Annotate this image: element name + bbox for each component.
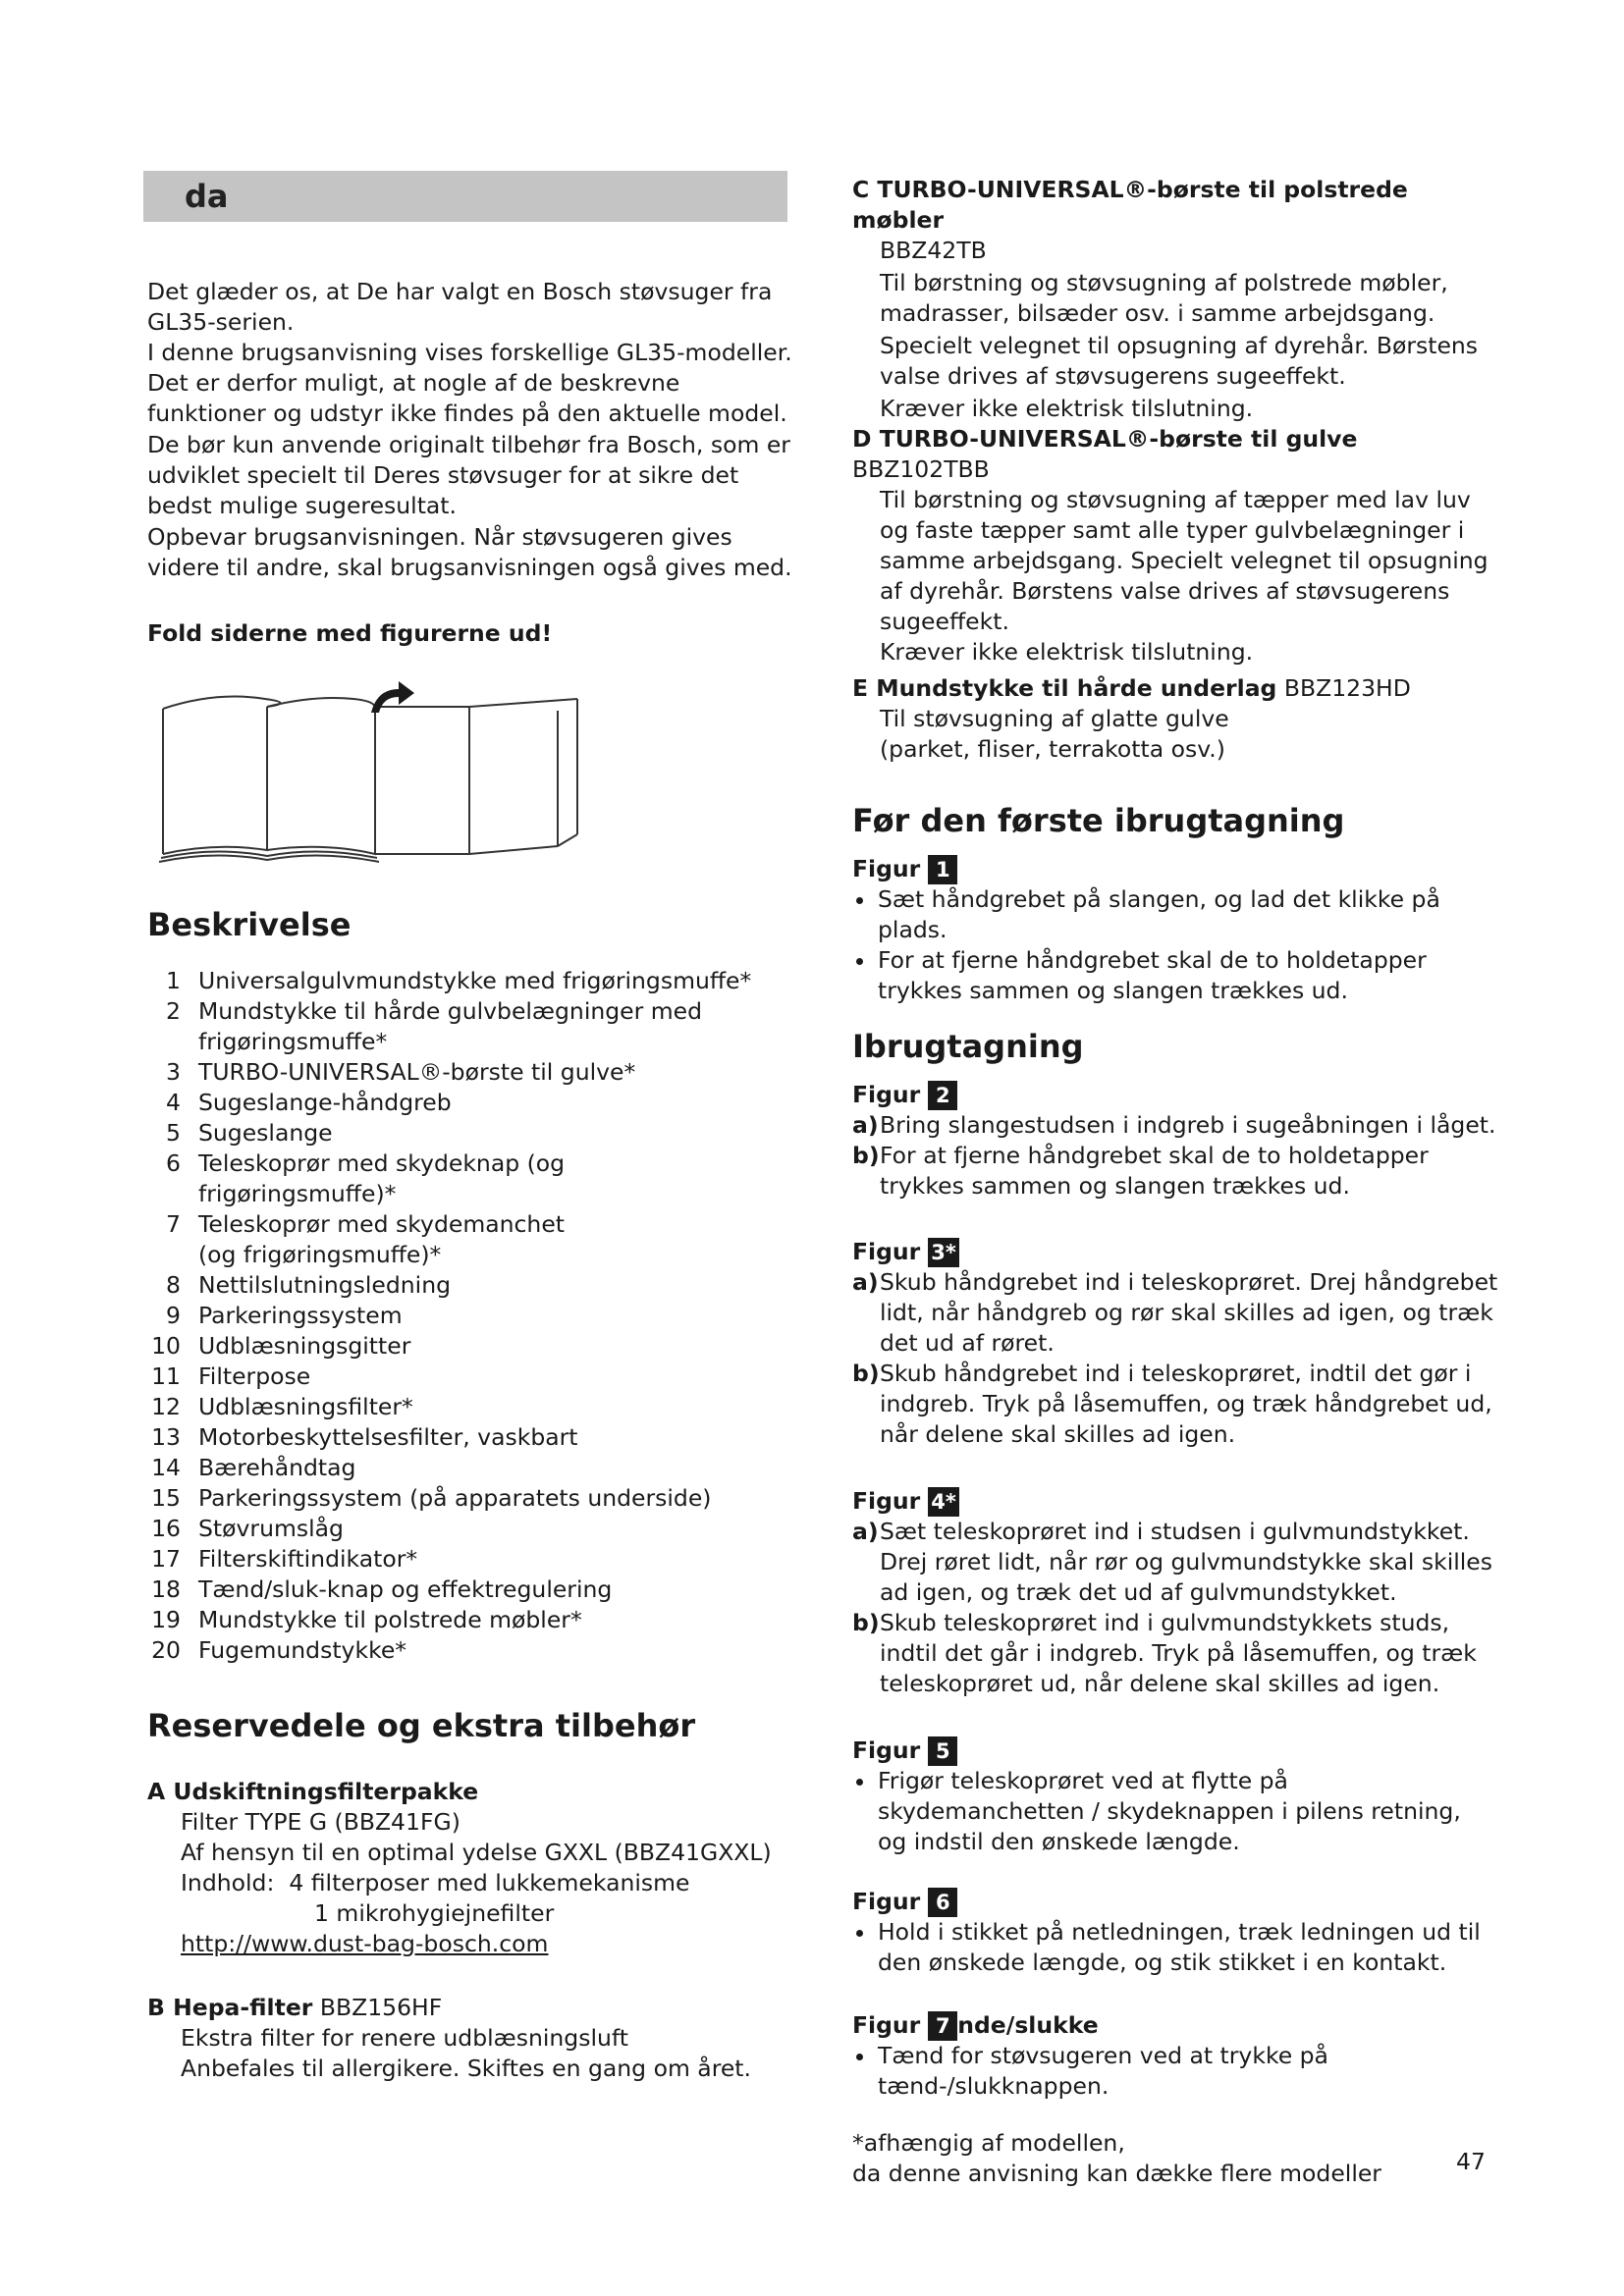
accessory-e-line: (parket, fliser, terrakotta osv.) — [880, 735, 1225, 763]
section-title-beskrivelse: Beskrivelse — [147, 906, 352, 943]
figure-label: Figur 6 — [852, 1887, 1500, 1917]
accessory-e — [852, 673, 1500, 765]
accessory-a-line: Af hensyn til en optimal ydelse GXXL (BBZ41GXXL) — [181, 1839, 772, 1866]
accessory-a-line: Filter TYPE G (BBZ41FG) — [181, 1808, 460, 1836]
list-item: 14 Bærehåndtag — [151, 1454, 356, 1481]
accessory-d-line: Til børstning og støvsugning af tæpper med lav luv og faste tæpper samt alle typer gulvbelægninger i samme arbejdsgang. Specielt velegnet til opsugning af dyrehår. Børstens valse drives af støvsugerens sugeeffekt. — [880, 486, 1489, 635]
list-item: 13 Motorbeskyttelsesfilter, vaskbart — [151, 1423, 578, 1451]
accessory-b-title: B Hepa-filter — [147, 1994, 313, 2021]
figure-number-badge: 4* — [928, 1487, 959, 1517]
language-code: da — [185, 178, 229, 215]
step-a: a) Bring slangestudsen i indgreb i sugeåbningen i låget. — [852, 1111, 1496, 1139]
accessory-d — [852, 424, 1500, 667]
figure-label: Figur 2 — [852, 1080, 1500, 1110]
figure-label: Figur 7 nde/slukke — [852, 2011, 1099, 2039]
list-item: 16 Støvrumslåg — [151, 1515, 344, 1542]
step-b: b) Skub teleskoprøret ind i gulvmundstykkets studs, indtil det går i indgreb. Tryk på låsemuffen, og træk teleskoprøret ud, når delene skal skilles ad igen. — [852, 1609, 1477, 1697]
step-b: b) For at fjerne håndgrebet skal de to holdetapper trykkes sammen og slangen trækkes ud. — [852, 1142, 1429, 1200]
list-item: 6 Teleskoprør med skydeknap (og frigøringsmuffe)* — [166, 1149, 566, 1207]
list-item: 3 TURBO-UNIVERSAL®-børste til gulve* — [166, 1058, 636, 1086]
accessory-b-line: Ekstra filter for renere udblæsningsluft — [181, 2024, 628, 2052]
footnote — [852, 2128, 1461, 2189]
intro-paragraph-4: Opbevar brugsanvisningen. Når støvsugeren gives videre til andre, skal brugsanvisningen også gives med. — [147, 523, 792, 581]
accessory-b-code: BBZ156HF — [319, 1994, 443, 2021]
section-title-ibrugtagning: Ibrugtagning — [852, 1028, 1084, 1065]
list-item: 15 Parkeringssystem (på apparatets underside) — [151, 1484, 712, 1512]
accessory-e-code: BBZ123HD — [1283, 674, 1411, 702]
figure-number-badge: 7 — [928, 2011, 957, 2041]
list-item: Frigør teleskoprøret ved at flytte på skydemanchetten / skydeknappen i pilens retning, og indstil den ønskede længde. — [852, 1766, 1467, 1857]
list-item: 2 Mundstykke til hårde gulvbelægninger med frigøringsmuffe* — [166, 997, 703, 1055]
accessory-d-line: Kræver ikke elektrisk tilslutning. — [880, 638, 1254, 666]
figure-7-block — [852, 2010, 1500, 2102]
figure-3-block — [852, 1237, 1500, 1450]
description-list — [147, 966, 776, 1666]
figure-1-bullets — [852, 884, 1500, 1006]
accessory-c-line: Kræver ikke elektrisk tilslutning. — [880, 395, 1254, 422]
accessory-c-line: Specielt velegnet til opsugning af dyrehår. Børstens valse drives af støvsugerens sugeeffekt. — [880, 332, 1479, 390]
figure-6-bullets — [852, 1917, 1500, 1978]
step-a: a) Sæt teleskoprøret ind i studsen i gulvmundstykket. Drej røret lidt, når rør og gulvmundstykke skal skilles ad igen, og træk det ud af gulvmundstykket. — [852, 1518, 1493, 1606]
figure-number-badge: 3* — [928, 1238, 959, 1267]
list-item: Hold i stikket på netledningen, træk ledningen ud til den ønskede længde, og stik stikket i en kontakt. — [852, 1917, 1500, 1978]
figure-number-badge: 1 — [928, 855, 957, 884]
figure-label: Figur 1 — [852, 854, 1500, 884]
curved-arrow-icon — [371, 681, 414, 713]
accessory-a-line: Indhold: 4 filterposer med lukkemekanisme — [181, 1869, 690, 1896]
figure-4-block — [852, 1486, 1500, 1699]
figure-5-bullets — [852, 1766, 1500, 1857]
section-title-reservedele: Reservedele og ekstra tilbehør — [147, 1707, 696, 1744]
intro-paragraph-1: Det glæder os, at De har valgt en Bosch støvsuger fra GL35-serien. — [147, 278, 773, 336]
accessory-a-line: 1 mikrohygiejnefilter — [314, 1899, 555, 1927]
list-item: 12 Udblæsningsfilter* — [151, 1393, 413, 1420]
figure-7-bullets — [852, 2041, 1500, 2102]
step-a: a) Skub håndgrebet ind i teleskoprøret. Drej håndgrebet lidt, når håndgreb og rør skal skilles ad igen, og træk det ud af røret. — [852, 1268, 1498, 1357]
figure-5-block — [852, 1735, 1500, 1857]
list-item: 20 Fugemundstykke* — [151, 1636, 407, 1664]
accessory-c — [852, 175, 1500, 424]
accessory-c-line: Til børstning og støvsugning af polstrede møbler, madrasser, bilsæder osv. i samme arbejdsgang. — [880, 269, 1448, 327]
list-item: 5 Sugeslange — [166, 1119, 333, 1147]
figure-label: Figur 3* — [852, 1237, 1500, 1267]
fold-pages-illustration — [157, 677, 589, 864]
figure-number-badge: 5 — [928, 1736, 957, 1766]
list-item: 7 Teleskoprør med skydemanchet (og frigøringsmuffe)* — [166, 1210, 565, 1268]
list-item: For at fjerne håndgrebet skal de to holdetapper trykkes sammen og slangen trækkes ud. — [852, 945, 1428, 1006]
list-item: 18 Tænd/sluk-knap og effektregulering — [151, 1575, 613, 1603]
list-item: 8 Nettilslutningsledning — [166, 1271, 452, 1299]
page-number: 47 — [1456, 2148, 1486, 2175]
list-item: Tænd for støvsugeren ved at trykke på tænd-/slukknappen. — [852, 2041, 1428, 2102]
figure-label: Figur 5 — [852, 1735, 1500, 1766]
list-item: Sæt håndgrebet på slangen, og lad det klikke på plads. — [852, 884, 1500, 945]
list-item: 9 Parkeringssystem — [166, 1302, 403, 1329]
list-item: 4 Sugeslange-håndgreb — [166, 1089, 452, 1116]
figure-label: Figur 4* — [852, 1486, 1500, 1517]
accessory-b-line: Anbefales til allergikere. Skiftes en gang om året. — [181, 2055, 751, 2082]
section-title-foerste-ibrugtagning: Før den første ibrugtagning — [852, 802, 1345, 839]
accessory-e-line: Til støvsugning af glatte gulve — [880, 705, 1229, 732]
list-item: 17 Filterskiftindikator* — [151, 1545, 418, 1573]
fold-instruction: Fold siderne med figurerne ud! — [147, 619, 553, 647]
accessory-c-code: BBZ42TB — [880, 237, 987, 264]
figure-1-block — [852, 854, 1500, 1006]
footnote-line: *afhængig af modellen, — [852, 2129, 1125, 2157]
accessory-c-title: C TURBO-UNIVERSAL®-børste til polstrede møbler — [852, 176, 1408, 234]
accessory-d-title: D TURBO-UNIVERSAL®-børste til gulve — [852, 425, 1358, 453]
intro-paragraph-2: I denne brugsanvisning vises forskellige GL35-modeller. Det er derfor muligt, at nogle af de beskrevne funktioner og udstyr ikke findes på den aktuelle model. — [147, 339, 792, 427]
figure-number-badge: 2 — [928, 1081, 957, 1110]
footnote-line: da denne anvisning kan dække flere modeller — [852, 2160, 1381, 2187]
accessory-a-title: A Udskiftningsfilterpakke — [147, 1778, 479, 1805]
accessory-b — [147, 1993, 795, 2084]
figure-number-badge: 6 — [928, 1888, 957, 1917]
list-item: 10 Udblæsningsgitter — [151, 1332, 411, 1360]
list-item: 11 Filterpose — [151, 1362, 311, 1390]
accessory-d-code: BBZ102TBB — [852, 455, 990, 483]
list-item: 1 Universalgulvmundstykke med frigøringsmuffe* — [166, 967, 752, 994]
list-item: 19 Mundstykke til polstrede møbler* — [151, 1606, 582, 1633]
accessory-e-title: E Mundstykke til hårde underlag — [852, 674, 1277, 702]
figure-6-block — [852, 1887, 1500, 1978]
step-b: b) Skub håndgrebet ind i teleskoprøret, indtil det gør i indgreb. Tryk på låsemuffen, og træk håndgrebet ud, når delene skal skilles ad igen. — [852, 1360, 1492, 1448]
dust-bag-link[interactable]: http://www.dust-bag-bosch.com — [181, 1930, 549, 1957]
language-header-bar — [143, 171, 787, 222]
figure-2-block — [852, 1080, 1500, 1201]
accessory-a — [147, 1777, 795, 1959]
intro-paragraph-3: De bør kun anvende originalt tilbehør fra Bosch, som er udviklet specielt til Deres støvsuger for at sikre det bedst mulige sugeresultat. — [147, 431, 790, 519]
